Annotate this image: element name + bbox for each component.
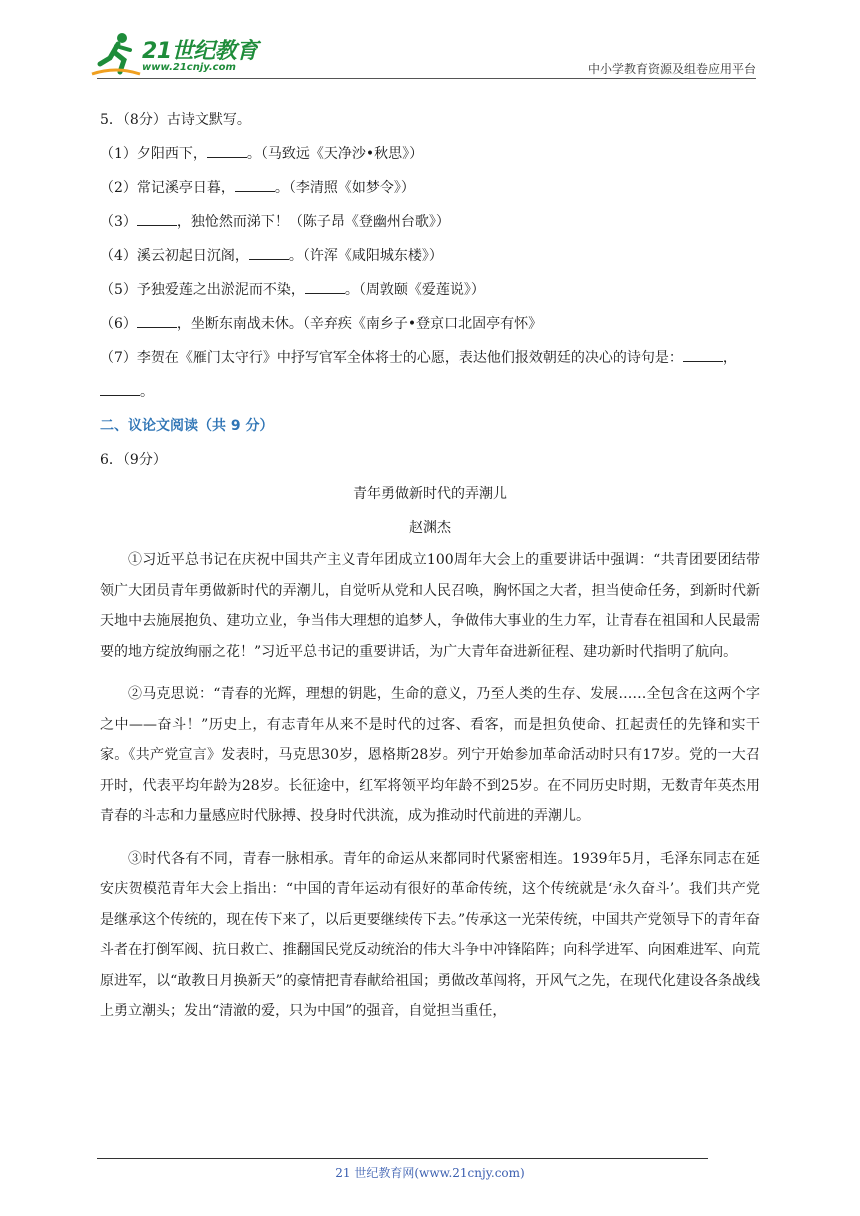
article-paragraph: ②马克思说：“青春的光辉，理想的钥匙，生命的意义，乃至人类的生存、发展……全包含在这两个字之中——奋斗！”历史上，有志青年从来不是时代的过客、看客，而是担负使命、扛起责任的先锋和实干家。《共产党宣言》发表时，马克思30岁，恩格斯28岁。列宁开始参加革命活动时只有17岁。党的一大召开时，代表平均年龄为28岁。长征途中，红军将领平均年龄不到25岁。在不同历史时期，无数青年英杰用青春的斗志和力量感应时代脉搏、投身时代洪流，成为推动时代前进的弄潮儿。 [100,686,760,824]
q5-item [100,137,760,171]
q5-item-source: 。（周敦颐《爱莲说》） [344,282,485,298]
q5-item [100,239,760,273]
section-2-title: 二、议论文阅读（共 9 分） [100,418,274,434]
q5-item-text: （2）常记溪亭日暮， [100,180,235,196]
q5-item-7 [100,341,760,409]
q5-item [100,205,760,239]
q5-item-text: （1）夕阳西下， [100,146,207,162]
q5-item-source: 。（李清照《如梦令》） [274,180,415,196]
article-paragraph: ③时代各有不同，青春一脉相承。青年的命运从来都同时代紧密相连。1939年5月，毛泽东同志在延安庆贺模范青年大会上指出：“中国的青年运动有很好的革命传统，这个传统就是‘永久奋斗’。我们共产党是继承这个传统的，现在传下来了，以后更要继续传下去。”传承这一光荣传统，中国共产党领导下的青年奋斗者在打倒军阀、抗日救亡、推翻国民党反动统治的伟大斗争中冲锋陷阵；向科学进军、向困难进军、向荒原进军，以“敢教日月换新天”的豪情把青春献给祖国；勇做改革闯将，开风气之先，在现代化建设各条战线上勇立潮头；发出“清澈的爱，只为中国”的强音，自觉担当重任， [100,850,760,1019]
q5-item-source: ，坐断东南战未休。（辛弃疾《南乡子•登京口北固亭有怀》 [176,316,543,332]
header-divider [97,78,756,79]
answer-blank[interactable] [249,245,289,260]
article-paragraph: ①习近平总书记在庆祝中国共产主义青年团成立100周年大会上的重要讲话中强调：“共青团要团结带领广大团员青年勇做新时代的弄潮儿，自觉听从党和人民召唤，胸怀国之大者，担当使命任务，到新时代新天地中去施展抱负、建功立业，争当伟大理想的追梦人，争做伟大事业的生力军，让青春在祖国和人民最需要的地方绽放绚丽之花！”习近平总书记的重要讲话，为广大青年奋进新征程、建功新时代指明了航向。 [100,552,760,660]
answer-blank[interactable] [683,347,723,362]
article-title: 青年勇做新时代的弄潮儿 [353,486,507,502]
q5-item-7-end: 。 [140,384,154,400]
answer-blank[interactable] [305,279,345,294]
q5-item-text: （3） [100,214,137,230]
site-logo[interactable] [90,30,290,80]
answer-blank[interactable] [137,313,177,328]
footer-divider [97,1158,708,1159]
question-6-title: 6．（9分） [100,452,167,468]
page-header [0,0,860,84]
answer-blank[interactable] [100,381,140,396]
answer-blank[interactable] [207,143,247,158]
q5-item [100,273,760,307]
article-author: 赵渊杰 [409,520,451,536]
q5-item-text: （5）予独爱莲之出淤泥而不染， [100,282,305,298]
q5-item-text: （6） [100,316,137,332]
runner-icon [90,30,142,78]
q5-item [100,171,760,205]
answer-blank[interactable] [137,211,177,226]
page-footer[interactable]: 21 世纪教育网(www.21cnjy.com) [335,1166,525,1180]
answer-blank[interactable] [235,177,275,192]
logo-url: www.21cnjy.com [142,62,236,73]
q5-item-source: 。（马致远《天净沙•秋思》） [246,146,424,162]
q5-item-text: （4）溪云初起日沉阁， [100,248,249,264]
question-5-title: 5．（8分）古诗文默写。 [100,112,251,128]
document-body [100,103,760,1039]
q5-item-source: ，独怆然而涕下！（陈子昂《登幽州台歌》） [176,214,450,230]
platform-name: 中小学教育资源及组卷应用平台 [587,62,756,76]
q5-item-7-text: （7）李贺在《雁门太守行》中抒写官军全体将士的心愿，表达他们报效朝廷的决心的诗句是： [100,350,683,366]
q5-item-source: 。（许浑《咸阳城东楼》） [288,248,443,264]
q5-item [100,307,760,341]
q5-item-7-separator: ， [722,350,737,366]
logo-text: 21世纪教育 [142,39,258,64]
